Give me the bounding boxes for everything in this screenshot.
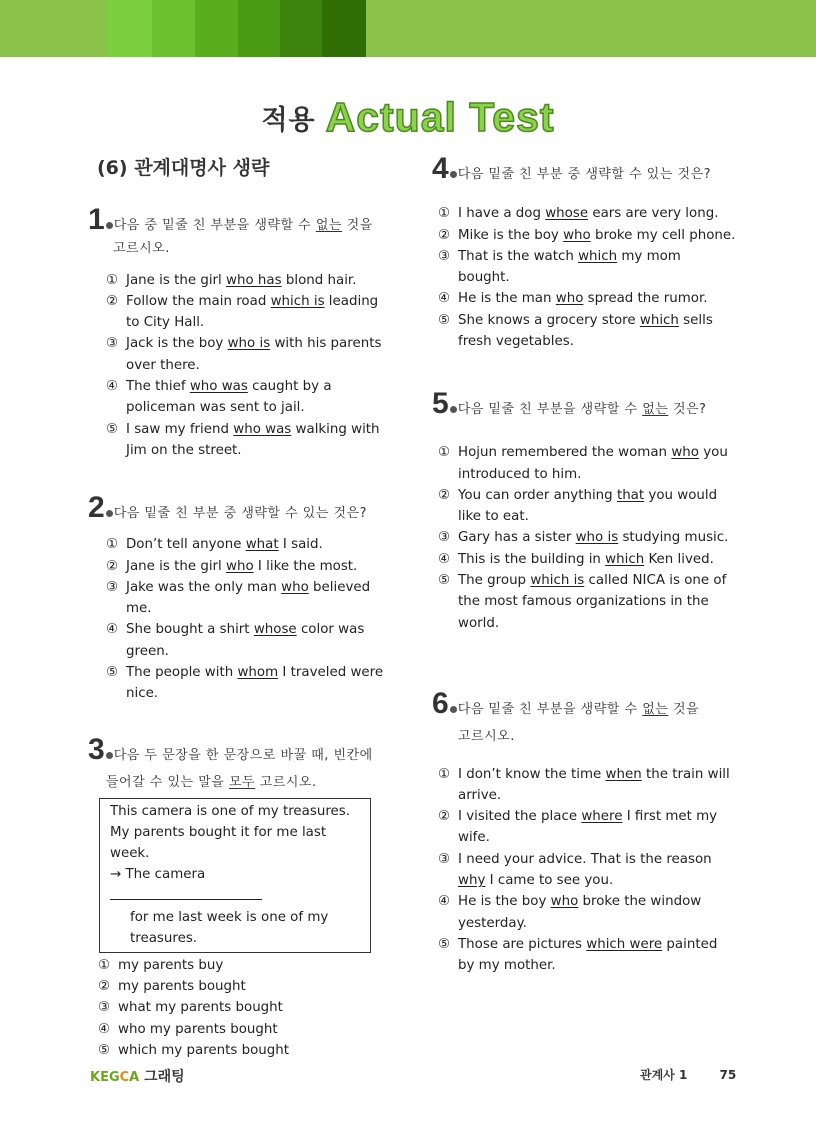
option-item[interactable]: ⑤ Those are pictures which were painted by my mother. xyxy=(438,936,718,974)
question-number: 1 xyxy=(88,203,105,236)
top-color-bar xyxy=(0,0,816,57)
question-prompt-cont: 고르시오. xyxy=(458,729,515,745)
option-item[interactable]: ④ who my parents bought xyxy=(98,1021,278,1037)
option-item[interactable]: ④ The thief who was caught by a policeman was sent to jail. xyxy=(106,379,332,416)
option-item[interactable]: ④ He is the man who spread the rumor. xyxy=(438,291,708,307)
title-english: Actual Test xyxy=(325,94,555,140)
question-header xyxy=(432,389,736,420)
question-prompt: 다음 밑줄 친 부분 중 생략할 수 있는 것은? xyxy=(113,506,368,521)
option-item[interactable]: ① Don’t tell anyone what I said. xyxy=(106,537,323,553)
answer-blank[interactable] xyxy=(110,886,262,900)
question-6 xyxy=(432,689,736,977)
bar-segment xyxy=(152,0,195,57)
option-item[interactable]: ② I visited the place where I first met my wife. xyxy=(438,809,718,846)
option-item[interactable]: ① I don’t know the time when the train will arrive. xyxy=(438,766,730,803)
footer-page-info xyxy=(640,1066,736,1083)
option-item[interactable]: ① my parents buy xyxy=(98,957,224,973)
question-header xyxy=(432,689,736,720)
option-item[interactable]: ① Hojun remembered the woman who you introduced to him. xyxy=(438,445,728,482)
question-1 xyxy=(88,205,388,461)
box-line: → The camera xyxy=(110,864,360,907)
question-number: 5 xyxy=(432,387,449,420)
answer-options xyxy=(98,955,388,1061)
bar-segment xyxy=(195,0,238,57)
box-line: treasures. xyxy=(130,931,198,947)
option-item[interactable]: ② Mike is the boy who broke my cell phone. xyxy=(438,227,736,243)
answer-options xyxy=(106,270,388,462)
question-header xyxy=(88,735,388,766)
option-item[interactable]: ③ Jake was the only man who believed me. xyxy=(106,579,371,617)
brand-part: C xyxy=(119,1070,130,1085)
box-line: This camera is one of my treasures. xyxy=(110,803,351,819)
title-korean: 적용 xyxy=(261,105,316,136)
option-item[interactable]: ③ what my parents bought xyxy=(98,1000,283,1016)
option-item[interactable]: ② You can order anything that you would like to eat. xyxy=(438,487,718,525)
bar-segment xyxy=(238,0,280,57)
bullet-dot xyxy=(450,706,457,713)
option-item[interactable]: ⑤ The people with whom I traveled were nice. xyxy=(106,665,384,702)
question-prompt: 다음 밑줄 친 부분을 생략할 수 없는 것을 xyxy=(457,702,700,717)
question-prompt: 다음 중 밑줄 친 부분을 생략할 수 없는 것을 xyxy=(113,218,373,233)
bar-segment xyxy=(280,0,322,57)
option-item[interactable]: ① I have a dog whose ears are very long. xyxy=(438,206,719,222)
bullet-dot xyxy=(450,171,457,178)
bullet-dot xyxy=(106,752,113,759)
bar-segment xyxy=(366,0,408,57)
option-item[interactable]: ⑤ which my parents bought xyxy=(98,1042,290,1058)
question-number: 3 xyxy=(88,733,105,766)
answer-options xyxy=(438,764,736,977)
box-line: for me last week is one of my xyxy=(130,910,329,926)
bullet-dot xyxy=(106,222,113,229)
option-item[interactable]: ③ I need your advice. That is the reason why I came to see you. xyxy=(438,851,712,889)
bar-segment xyxy=(107,0,152,57)
bar-segment xyxy=(322,0,366,57)
option-item[interactable]: ② my parents bought xyxy=(98,978,246,994)
option-item[interactable]: ④ He is the boy who broke the window yesterday. xyxy=(438,894,702,931)
page-number: 75 xyxy=(719,1068,737,1082)
box-line: My parents bought it for me last xyxy=(110,824,327,840)
question-2 xyxy=(88,493,388,705)
page-title xyxy=(0,94,816,141)
question-header xyxy=(88,493,388,524)
option-item[interactable]: ⑤ I saw my friend who was walking with Jim on the street. xyxy=(106,421,380,458)
option-item[interactable]: ⑤ The group which is called NICA is one of the most famous organizations in the world. xyxy=(438,573,727,631)
option-item[interactable]: ③ Jack is the boy who is with his parents over there. xyxy=(106,336,382,373)
option-item[interactable]: ③ Gary has a sister who is studying music. xyxy=(438,530,729,546)
question-3 xyxy=(88,735,388,1061)
answer-options xyxy=(106,534,388,704)
option-item[interactable]: ④ This is the building in which Ken lived. xyxy=(438,551,714,567)
question-5 xyxy=(432,389,736,634)
question-header xyxy=(88,205,388,236)
question-prompt: 다음 밑줄 친 부분을 생략할 수 없는 것은? xyxy=(457,402,707,417)
section-title: (6) 관계대명사 생략 xyxy=(97,157,270,179)
answer-options xyxy=(438,203,736,352)
sentence-box xyxy=(99,798,371,953)
box-line: week. xyxy=(110,846,150,862)
question-prompt: 다음 밑줄 친 부분 중 생략할 수 있는 것은? xyxy=(457,167,712,182)
question-prompt-cont: 들어갈 수 있는 말을 모두 고르시오. xyxy=(106,775,317,791)
question-prompt: 다음 두 문장을 한 문장으로 바꿀 때, 빈칸에 xyxy=(113,748,373,763)
option-item[interactable]: ④ She bought a shirt whose color was green. xyxy=(106,622,365,659)
bullet-dot xyxy=(450,406,457,413)
bullet-dot xyxy=(106,510,113,517)
bar-segment xyxy=(0,0,107,57)
question-number: 6 xyxy=(432,687,449,720)
question-prompt-cont: 고르시오. xyxy=(113,241,170,257)
chapter-label: 관계사 1 xyxy=(640,1068,688,1082)
option-item[interactable]: ① Jane is the girl who has blond hair. xyxy=(106,272,357,288)
question-4 xyxy=(432,154,736,352)
brand-part: A xyxy=(129,1070,140,1085)
option-item[interactable]: ③ That is the watch which my mom bought. xyxy=(438,248,681,286)
option-item[interactable]: ② Follow the main road which is leading to City Hall. xyxy=(106,293,379,331)
footer-brand xyxy=(90,1066,185,1086)
bar-segment xyxy=(408,0,816,57)
answer-options xyxy=(438,442,736,634)
question-header xyxy=(432,154,736,185)
option-item[interactable]: ② Jane is the girl who I like the most. xyxy=(106,558,358,574)
brand-korean: 그래팅 xyxy=(139,1069,185,1085)
question-number: 2 xyxy=(88,491,105,524)
question-number: 4 xyxy=(432,152,449,185)
option-item[interactable]: ⑤ She knows a grocery store which sells fresh vegetables. xyxy=(438,312,713,350)
brand-part: KEG xyxy=(90,1070,120,1085)
